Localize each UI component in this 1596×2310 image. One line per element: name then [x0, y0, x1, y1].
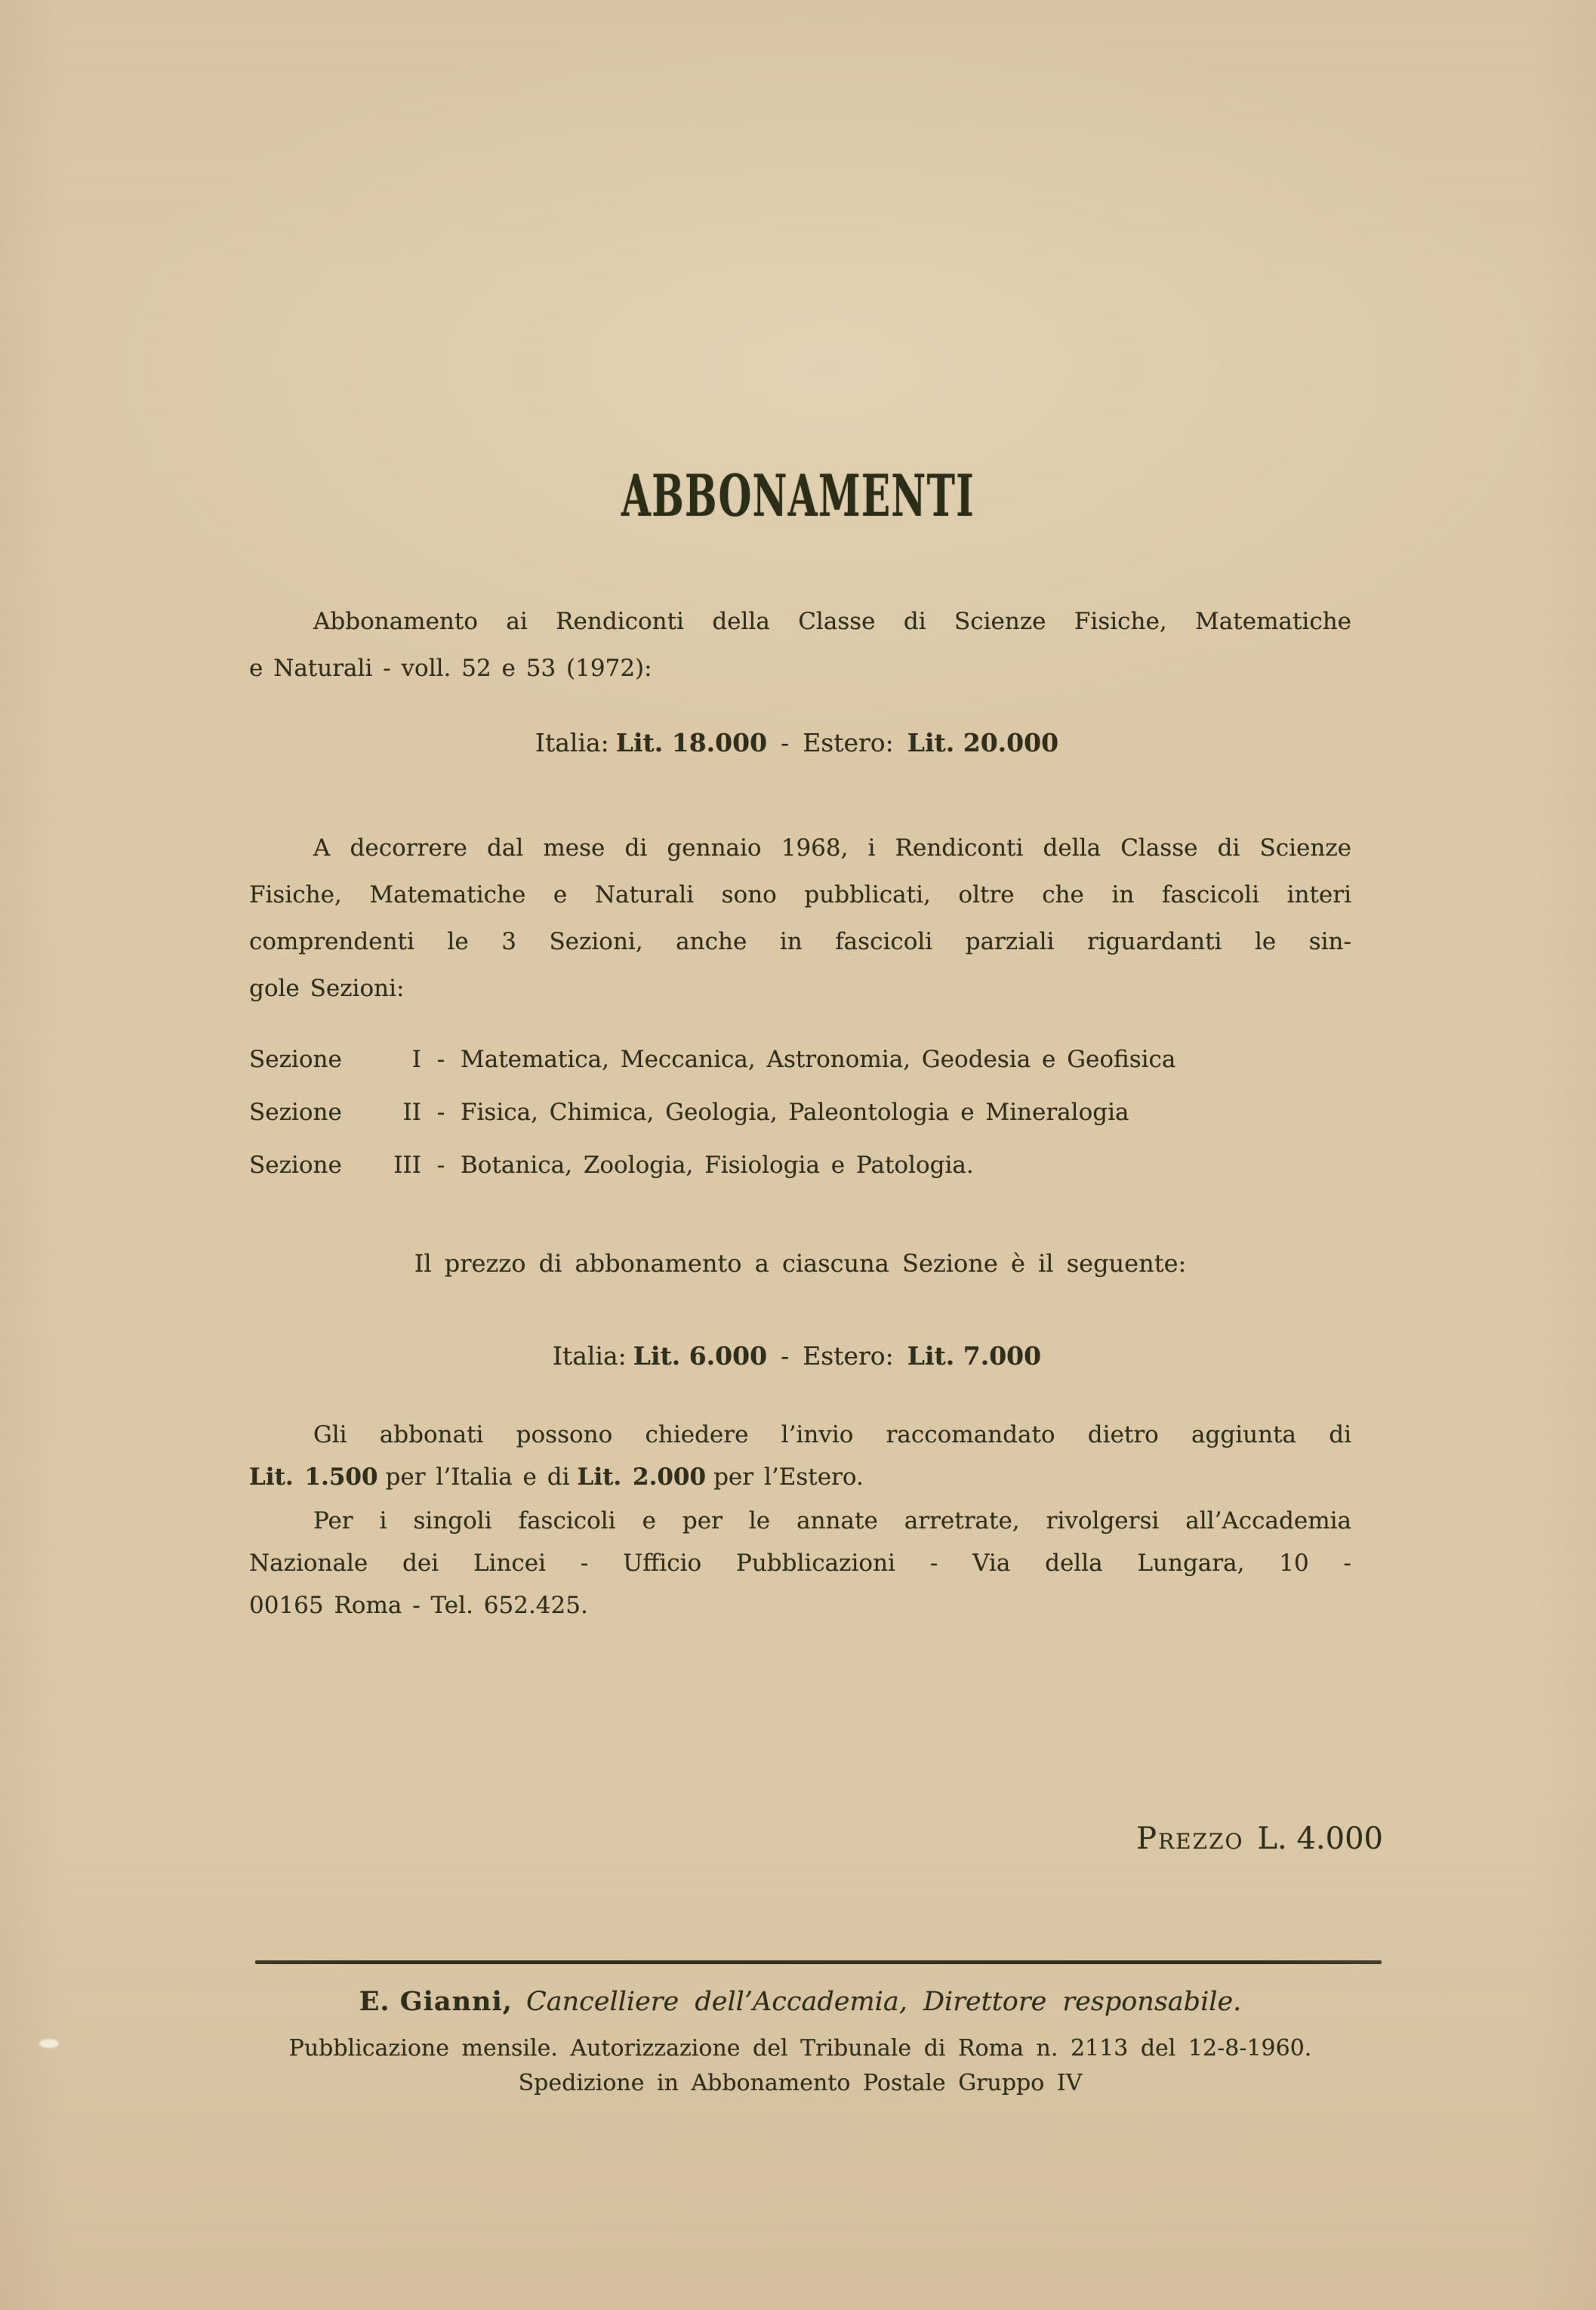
price-line-sections [249, 1332, 1351, 1380]
registered-fee-italy: Lit. 1.500 [249, 1463, 378, 1491]
footer-rule [255, 1960, 1382, 1964]
sections-list [249, 1033, 1351, 1192]
section-price-heading: Il prezzo di abbonamento a ciascuna Sezione è il seguente: [414, 1249, 1187, 1278]
text-line: Fisiche, Matematiche e Naturali sono pubblicati, oltre che in fascicoli interi [249, 881, 1351, 908]
abroad-price-value: Lit. 7.000 [907, 1341, 1042, 1371]
paper-blemish [39, 2039, 59, 2048]
text-line: 00165 Roma - Tel. 652.425. [249, 1592, 588, 1619]
price-separator: - [781, 1341, 790, 1371]
text-line: Gli abbonati possono chiedere l’invio raccomandato dietro aggiunta di [313, 1421, 1351, 1448]
registered-mail-paragraph [249, 1414, 1351, 1498]
abroad-price-label: Estero: [803, 1341, 894, 1371]
price-note-label: Prezzo [1136, 1821, 1244, 1856]
section-label: Sezione [249, 1046, 342, 1073]
section-label: Sezione [249, 1152, 342, 1179]
section-row [249, 1086, 1351, 1139]
italy-price-value: Lit. 18.000 [615, 728, 768, 757]
section-numeral: III [393, 1152, 421, 1179]
footer-editor-line [249, 1985, 1351, 2019]
section-subjects: Matematica, Meccanica, Astronomia, Geodesia e Geofisica [461, 1046, 1176, 1073]
section-separator: - [436, 1152, 445, 1179]
footer-editor-name: E. Gianni, [359, 1986, 513, 2017]
footer-editor-role: Cancelliere dell’Accademia, Direttore responsabile. [525, 1987, 1242, 2017]
registered-mid-text: per l’Italia e di [385, 1463, 570, 1491]
section-separator: - [436, 1046, 445, 1073]
section-numeral: II [402, 1099, 421, 1126]
text-line: e Naturali - voll. 52 e 53 (1972): [249, 655, 652, 682]
text-line: gole Sezioni: [249, 975, 405, 1002]
registered-fee-abroad: Lit. 2.000 [577, 1463, 707, 1491]
registered-end-text: per l’Estero. [713, 1463, 864, 1491]
italy-price-value: Lit. 6.000 [633, 1341, 768, 1371]
footer-shipping: Spedizione in Abbonamento Postale Gruppo IV [518, 2070, 1083, 2096]
abroad-price-value: Lit. 20.000 [907, 728, 1059, 757]
footer-authorization: Pubblicazione mensile. Autorizzazione del Tribunale di Roma n. 2113 del 12-8-1960. [288, 2035, 1312, 2062]
price-note-value: L. 4.000 [1257, 1821, 1383, 1856]
text-line: comprendenti le 3 Sezioni, anche in fascicoli parziali riguardanti le sin- [249, 928, 1351, 955]
text-line: A decorrere dal mese di gennaio 1968, i Rendiconti della Classe di Scienze [313, 834, 1351, 862]
section-separator: - [436, 1099, 445, 1126]
section-row [249, 1139, 1351, 1192]
price-note [0, 1821, 1596, 1856]
intro-paragraph [249, 598, 1351, 692]
page-title: ABBONAMENTI [621, 462, 975, 529]
section-numeral: I [411, 1046, 421, 1073]
price-line-volumes [249, 719, 1351, 767]
text-line [249, 1456, 1351, 1498]
italy-price-label: Italia: [535, 728, 609, 757]
text-line: Per i singoli fascicoli e per le annate arretrate, rivolgersi all’Accademia [313, 1507, 1351, 1534]
abroad-price-label: Estero: [803, 728, 894, 757]
section-row [249, 1033, 1351, 1086]
text-line: Nazionale dei Lincei - Ufficio Pubblicazioni - Via della Lungara, 10 - [249, 1550, 1351, 1577]
text-line: Abbonamento ai Rendiconti della Classe di Scienze Fisiche, Matematiche [313, 608, 1351, 635]
price-separator: - [781, 728, 790, 757]
sections-intro-paragraph [249, 825, 1351, 1012]
section-label: Sezione [249, 1099, 342, 1126]
section-subjects: Fisica, Chimica, Geologia, Paleontologia e Mineralogia [461, 1099, 1129, 1126]
section-subjects: Botanica, Zoologia, Fisiologia e Patologia. [461, 1152, 974, 1179]
back-issues-paragraph [249, 1500, 1351, 1627]
italy-price-label: Italia: [552, 1341, 627, 1371]
